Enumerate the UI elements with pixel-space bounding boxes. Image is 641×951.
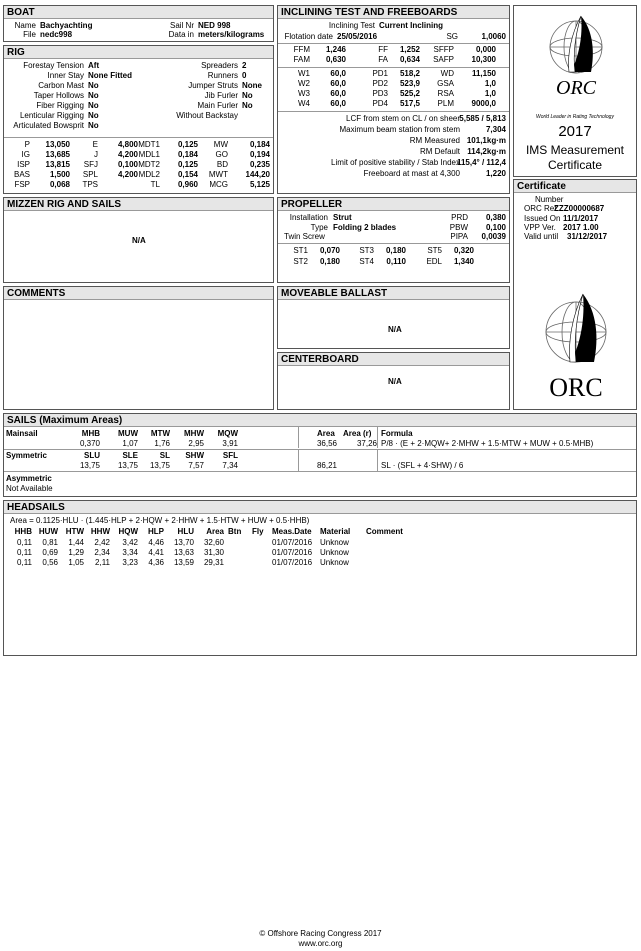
inclining-grid-label: GSA [437,79,454,88]
rig-grid-value: 13,050 [45,140,70,149]
headsails-column-header: HHB [14,527,32,536]
mainsail-label: Mainsail [6,429,38,438]
orc-logo-large [541,292,611,404]
rig-left-label: Inner Stay [47,71,84,80]
rig-grid-label: J [94,150,98,159]
rig-grid-value: 0,125 [177,140,198,149]
inclining-test: Current Inclining [379,21,443,30]
symmetric-column-header: SFL [222,451,238,460]
rig-section [3,45,274,194]
area-r-header: Area (r) [343,429,372,438]
area-header: Area [317,429,335,438]
inclining-grid-label: W3 [298,89,310,98]
propeller-section [277,197,510,283]
mainsail-value: 1,07 [122,439,138,448]
orc-logo-large-text: ORC [549,373,603,402]
data-in: meters/kilograms [198,30,265,39]
headsails-column-header: HLP [148,527,164,536]
propeller-grid-value: 0,110 [386,257,406,266]
rig-right-label: Main Furler [197,101,238,110]
pbw-label: PBW [449,223,468,232]
inclining-row-label: RM Default [419,147,460,156]
rig-grid-label: MW [213,140,228,149]
headsails-cell: 4,46 [148,538,164,547]
main-formula: P/8 · (E + 2·MQW+ 2·MHW + 1.5·MTW + MUW + 0.5·MHB) [381,439,594,448]
symmetric-value: 13,75 [149,461,170,470]
rig-left-value: Aft [88,61,100,70]
sailnr-label: Sail Nr [169,21,194,30]
rig-grid-label: GO [215,150,228,159]
rig-right-label: Without Backstay [176,111,238,120]
inclining-row-label: Freeboard at mast at 4,300 [363,169,460,178]
pipa-value: 0,0039 [481,232,506,241]
inclining-grid-value: 518,2 [399,69,420,78]
inclining-row-value: 114,2kg·m [467,147,506,156]
inclining-row-label: Limit of positive stability / Stab Index [331,158,460,167]
main-area-r: 37,26 [356,439,377,448]
rig-left-value: No [88,121,99,130]
inclining-grid-value: 1,252 [399,45,420,54]
cert-year: 2017 [558,123,592,140]
rig-grid-value: 0,100 [117,160,138,169]
propeller-grid-label: ST2 [293,257,308,266]
inclining-grid-label: RSA [437,89,454,98]
symmetric-value: 13,75 [79,461,100,470]
headsails-cell: 3,34 [122,548,138,557]
rig-grid-label: MDL2 [138,170,160,179]
headsails-header: HEADSAILS [4,501,636,514]
propeller-grid-label: ST1 [293,246,308,255]
headsails-cell: Unknow [320,538,349,547]
headsails-cell: 13,63 [173,548,194,557]
propeller-grid-value: 0,180 [385,246,406,255]
mainsail-value: 3,91 [222,439,238,448]
footer-copyright: © Offshore Racing Congress 2017 [259,929,382,938]
rig-left-label: Fiber Rigging [36,101,84,110]
symmetric-column-header: SHW [185,451,204,460]
rig-right-value: 2 [242,61,247,70]
rig-left-label: Lenticular Rigging [19,111,84,120]
headsails-cell: 0,11 [17,548,32,557]
inclining-grid-value: 60,0 [330,99,346,108]
pipa-label: PIPA [450,232,468,241]
flotation-date: 25/05/2016 [337,32,378,41]
rig-grid-value: 13,815 [45,160,70,169]
headsails-cell: 4,36 [148,558,164,567]
mizzen-header: MIZZEN RIG AND SAILS [4,198,273,211]
prop-type-label: Type [310,223,328,232]
rig-right-label: Runners [207,71,238,80]
inclining-header: INCLINING TEST AND FREEBOARDS [278,6,509,19]
rig-grid-label: MDT2 [138,160,160,169]
rig-grid-value: 144,20 [245,170,270,179]
rig-grid-label: SFJ [83,160,98,169]
sg-label: SG [446,32,458,41]
mizzen-section [3,197,274,283]
inclining-test-label: Inclining Test [328,21,375,30]
symmetric-column-header: SLU [84,451,100,460]
rig-grid-value: 4,200 [117,150,138,159]
rig-grid-label: E [92,140,98,149]
inclining-grid-value: 0,000 [475,45,496,54]
propeller-grid-value: 0,180 [319,257,340,266]
headsails-cell: 2,11 [95,558,110,567]
headsails-cell: 01/07/2016 [272,548,313,557]
rig-grid-label: BAS [13,170,30,179]
rig-header: RIG [4,46,273,59]
boat-header: BOAT [4,6,273,19]
mainsail-value: 1,76 [154,439,170,448]
headsails-column-header: HUW [38,527,58,536]
rig-grid-value: 1,500 [49,170,70,179]
cert-title-1: IMS Measurement [525,143,625,157]
cert-ref: ZZZ00000687 [554,204,605,213]
headsails-cell: 1,44 [68,538,84,547]
prop-type: Folding 2 blades [333,223,397,232]
orc-logo [541,12,611,102]
sails-section [3,413,637,497]
prop-inst: Strut [333,213,352,222]
data-in-label: Data in [168,30,194,39]
headsails-cell: 4,41 [148,548,164,557]
inclining-grid-label: PD4 [372,99,388,108]
inclining-row-value: 7,304 [485,125,506,134]
mainsail-column-header: MTW [150,429,170,438]
headsails-cell: Unknow [320,548,349,557]
mainsail-column-header: MQW [217,429,238,438]
headsails-cell: 0,11 [17,558,32,567]
headsails-cell: 1,05 [68,558,84,567]
rig-grid-label: SPL [82,170,98,179]
mainsail-value: 0,370 [79,439,100,448]
inclining-row-label: Maximum beam station from stem [339,125,460,134]
inclining-row-value: 1,220 [485,169,506,178]
inclining-grid-value: 1,0 [484,89,496,98]
rig-grid-value: 0,184 [249,140,270,149]
rig-grid-value: 4,800 [117,140,138,149]
inclining-row-label: LCF from stem on CL / on sheer [346,114,460,123]
sailnr: NED 998 [198,21,231,30]
inclining-section [277,5,510,194]
headsails-cell: 3,23 [122,558,138,567]
orc-logo-text: ORC [556,77,596,99]
inclining-grid-value: 10,300 [471,55,496,64]
headsails-column-header: Material [320,527,351,536]
headsails-formula: Area = 0.1125·HLU · (1.445·HLP + 2·HQW + 2·HHW + 1.5·HTW + HUW + 0.5·HHB) [10,516,310,525]
rig-right-value: None [242,81,262,90]
headsails-column-header: HQW [118,527,138,536]
formula-header: Formula [381,429,413,438]
inclining-grid-value: 9000,0 [471,99,496,108]
inclining-grid-label: FA [378,55,388,64]
headsails-cell: 0,11 [17,538,32,547]
rig-grid-label: FSP [14,180,30,189]
boat-file-label: File [23,30,36,39]
rig-right-value: No [242,91,253,100]
rig-grid-label: MDL1 [138,150,160,159]
inclining-grid-label: W1 [298,69,310,78]
symmetric-column-header: SL [159,451,170,460]
cert-number-label: Number [535,195,564,204]
inclining-grid-value: 0,634 [399,55,420,64]
headsails-column-header: Fly [252,527,264,536]
headsails-column-header: Area [206,527,224,536]
inclining-grid-label: PD1 [372,69,388,78]
inclining-grid-label: SAFP [433,55,454,64]
inclining-grid-value: 60,0 [330,79,346,88]
pbw-value: 0,100 [485,223,506,232]
rig-grid-value: 0,068 [49,180,70,189]
headsails-cell: 13,59 [173,558,194,567]
headsails-column-header: HHW [90,527,110,536]
headsails-cell: 2,42 [94,538,110,547]
inclining-grid-value: 0,630 [325,55,346,64]
comments-header: COMMENTS [4,287,273,300]
inclining-grid-label: WD [440,69,454,78]
inclining-row-value: 5,585 / 5,813 [459,114,506,123]
flotation-label: Flotation date [284,32,333,41]
headsails-cell: 01/07/2016 [272,558,313,567]
cert-ref-label: ORC Ref [524,204,557,213]
inclining-grid-value: 60,0 [330,69,346,78]
centerboard-section [277,352,510,410]
rig-grid-value: 0,960 [177,180,198,189]
inclining-grid-label: PD3 [372,89,388,98]
headsails-cell: 0,81 [42,538,58,547]
boat-name: Bachyachting [40,21,93,30]
rig-grid-label: BD [216,160,228,169]
footer-url: www.orc.org [298,939,343,948]
sg-value: 1,0060 [481,32,506,41]
prd-value: 0,380 [485,213,506,222]
sym-formula: SL · (SFL + 4·SHW) / 6 [381,461,464,470]
inclining-grid-value: 517,5 [399,99,420,108]
propeller-grid-value: 0,070 [319,246,340,255]
rig-left-label: Articulated Bowsprit [13,121,84,130]
rig-left-label: Forestay Tension [23,61,84,70]
rig-left-value: No [88,81,99,90]
rig-grid-label: MCG [209,180,228,189]
tagline: World Leader in Rating Technology [536,114,614,120]
symmetric-value: 7,34 [222,461,238,470]
mainsail-column-header: MHW [184,429,204,438]
inclining-grid-label: PD2 [372,79,388,88]
cert-issued-label: Issued On [524,214,561,223]
rig-left-value: None Fitted [88,71,132,80]
symmetric-value: 13,75 [117,461,138,470]
cert-issued: 11/1/2017 [563,214,599,223]
inclining-grid-label: W4 [298,99,310,108]
rig-left-value: No [88,111,99,120]
rig-left-value: No [88,91,99,100]
propeller-grid-label: ST4 [359,257,374,266]
prop-twin: Twin Screw [284,232,325,241]
inclining-row-value: 115,4° / 112,4 [456,158,506,167]
rig-grid-value: 13,685 [45,150,70,159]
comments-section [3,286,274,410]
headsails-cell: 2,34 [94,548,110,557]
rig-grid-value: 0,235 [249,160,270,169]
headsails-cell: 3,42 [122,538,138,547]
propeller-grid-label: ST3 [359,246,374,255]
rig-left-label: Taper Hollows [33,91,84,100]
headsails-cell: 0,69 [42,548,58,557]
rig-grid-label: ISP [17,160,30,169]
propeller-grid-label: ST5 [427,246,442,255]
rig-left-label: Carbon Mast [38,81,84,90]
rig-grid-label: MWT [208,170,228,179]
asymmetric-label: Asymmetric [6,474,52,483]
headsails-cell: Unknow [320,558,349,567]
rig-right-label: Jumper Struts [188,81,238,90]
rig-right-label: Spreaders [201,61,238,70]
certificate-header: Certificate [514,180,636,193]
centerboard-header: CENTERBOARD [278,353,509,366]
rig-right-value: No [242,101,253,110]
cert-vpp: 2017 1.00 [563,223,599,232]
inclining-grid-label: FF [378,45,388,54]
inclining-grid-label: W2 [298,79,310,88]
headsails-cell: 32,60 [203,538,224,547]
boat-name-label: Name [14,21,36,30]
headsails-column-header: Btn [228,527,242,536]
rig-grid-label: TL [150,180,160,189]
symmetric-column-header: SLE [122,451,138,460]
sym-area: 86,21 [316,461,337,470]
certificate-section [513,179,637,410]
rig-grid-label: TPS [82,180,98,189]
main-area: 36,56 [316,439,337,448]
propeller-grid-value: 1,340 [453,257,474,266]
propeller-header: PROPELLER [278,198,509,211]
mainsail-value: 2,95 [188,439,204,448]
cert-title-2: Certificate [547,158,603,172]
headsails-column-header: Comment [366,527,403,536]
headsails-cell: 31,30 [203,548,224,557]
boat-section [3,5,274,42]
mainsail-column-header: MUW [118,429,138,438]
headsails-cell: 13,70 [173,538,194,547]
inclining-grid-value: 525,2 [399,89,420,98]
rig-grid-value: 0,194 [249,150,270,159]
prop-inst-label: Installation [289,213,328,222]
inclining-grid-label: FFM [293,45,310,54]
rig-grid-value: 0,154 [177,170,198,179]
headsails-cell: 0,56 [42,558,58,567]
rig-right-value: 0 [242,71,247,80]
headsails-cell: 01/07/2016 [272,538,313,547]
cert-valid: 31/12/2017 [567,232,608,241]
propeller-grid-value: 0,320 [453,246,474,255]
headsails-cell: 29,31 [203,558,224,567]
inclining-grid-label: PLM [437,99,454,108]
ballast-header: MOVEABLE BALLAST [278,287,509,300]
boat-file: nedc998 [40,30,73,39]
rig-grid-value: 5,125 [249,180,270,189]
inclining-grid-value: 1,0 [484,79,496,88]
asymmetric-value: Not Available [6,484,53,493]
inclining-row-label: RM Measured [409,136,460,145]
symmetric-label: Symmetric [6,451,47,460]
headsails-column-header: Meas.Date [272,527,312,536]
propeller-grid-label: EDL [426,257,442,266]
ballast-section [277,286,510,349]
rig-grid-value: 0,125 [177,160,198,169]
prd-label: PRD [451,213,468,222]
sails-header: SAILS (Maximum Areas) [4,414,636,427]
headsails-column-header: HLU [177,527,194,536]
inclining-grid-value: 60,0 [330,89,346,98]
inclining-grid-value: 1,246 [325,45,346,54]
inclining-grid-label: FAM [293,55,310,64]
mizzen-value: N/A [132,236,146,245]
inclining-grid-value: 11,150 [471,69,496,78]
symmetric-value: 7,57 [188,461,204,470]
centerboard-value: N/A [388,377,402,386]
cert-vpp-label: VPP Ver. [524,223,556,232]
inclining-grid-value: 523,9 [399,79,420,88]
mainsail-column-header: MHB [81,429,100,438]
ballast-value: N/A [388,325,402,334]
headsails-section [3,500,637,656]
headsails-cell: 1,29 [68,548,84,557]
rig-grid-label: IG [21,150,30,159]
cert-top-section [513,5,637,177]
rig-left-value: No [88,101,99,110]
rig-grid-label: P [24,140,30,149]
inclining-row-value: 101,1kg·m [466,136,506,145]
headsails-column-header: HTW [65,527,84,536]
rig-grid-value: 4,200 [117,170,138,179]
inclining-grid-label: SFFP [433,45,454,54]
rig-right-label: Jib Furler [204,91,238,100]
cert-valid-label: Valid until [524,232,559,241]
rig-grid-label: MDT1 [138,140,160,149]
rig-grid-value: 0,184 [177,150,198,159]
